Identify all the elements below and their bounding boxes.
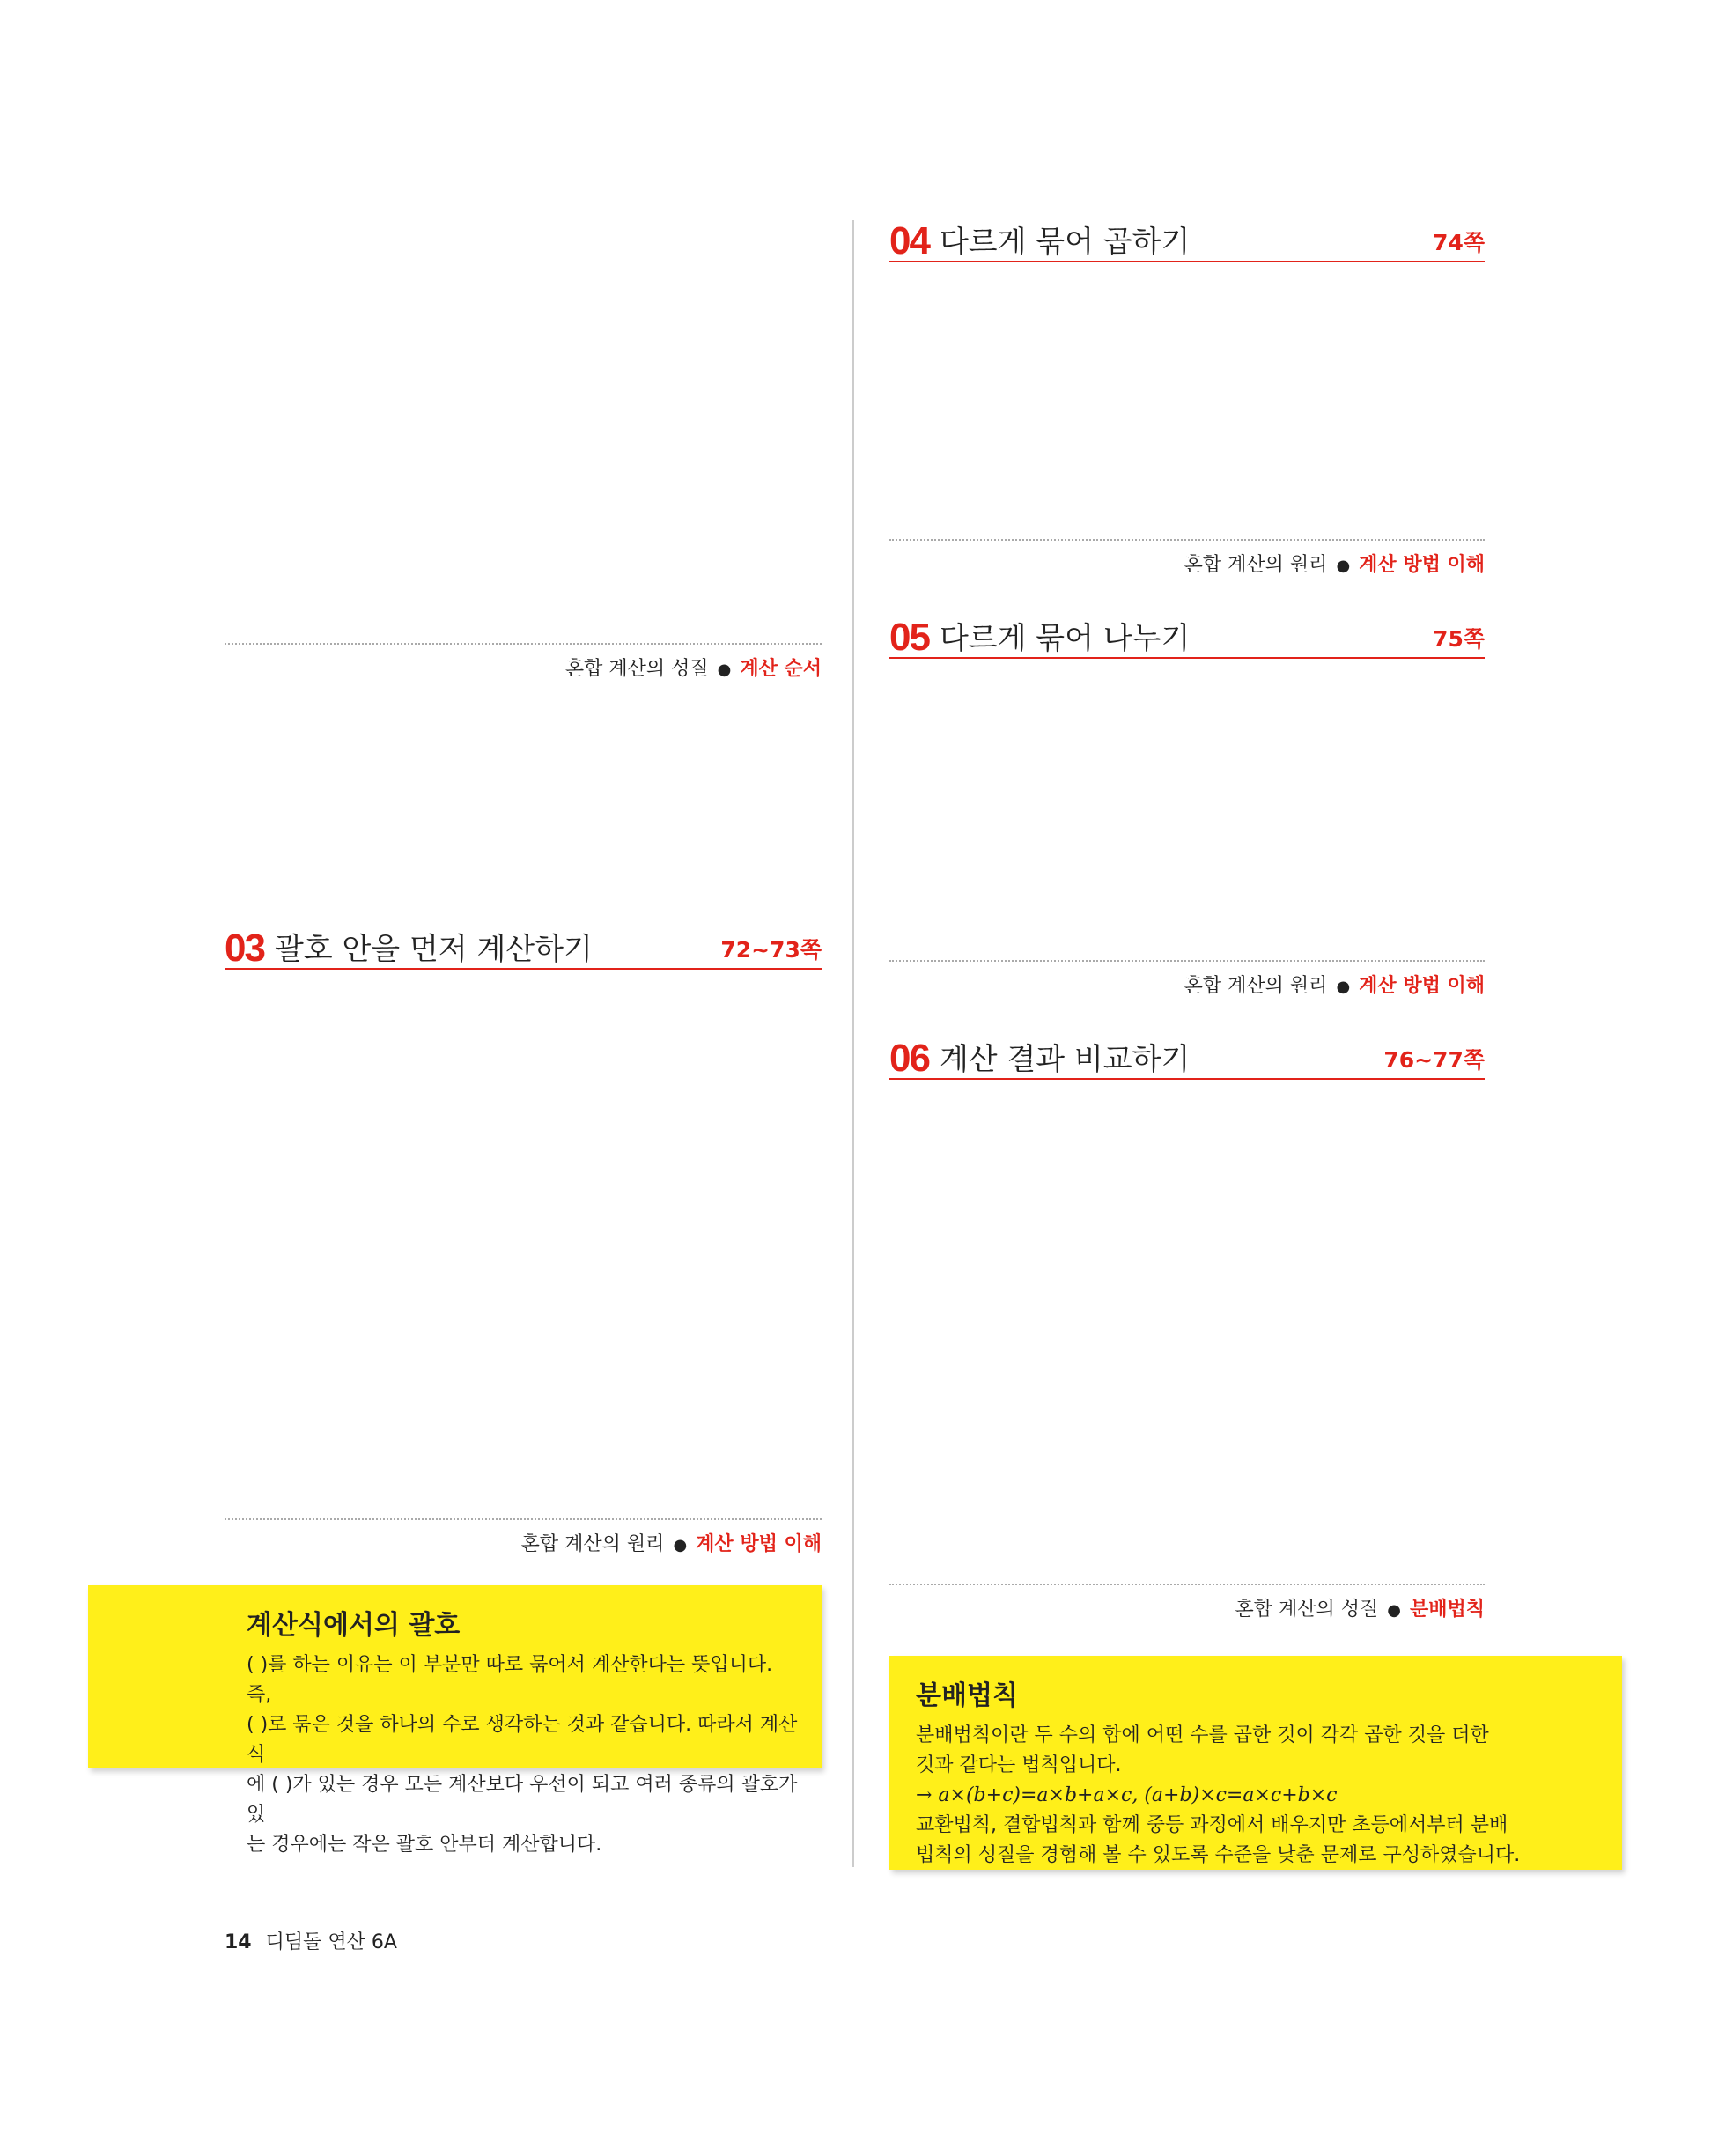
note-line: 교환법칙, 결합법칙과 함께 중등 과정에서 배우지만 초등에서부터 분배 <box>916 1814 1508 1836</box>
section-05-header <box>889 618 1485 659</box>
divider-dotted <box>889 1584 1485 1585</box>
tag-gray: 혼합 계산의 성질 <box>564 658 709 680</box>
book-title: 디딤돌 연산 6A <box>265 1931 397 1953</box>
section-number: 04 <box>889 219 929 262</box>
note-title: 계산식에서의 괄호 <box>247 1610 461 1641</box>
section-number: 03 <box>225 927 264 970</box>
tag-gray: 혼합 계산의 원리 <box>1184 554 1328 576</box>
note-line: 에 ( )가 있는 경우 모든 계산보다 우선이 되고 여러 종류의 괄호가 있 <box>247 1774 798 1826</box>
section-page: 74쪽 <box>1433 230 1485 255</box>
section-06-header <box>889 1039 1485 1080</box>
section-03-header <box>225 929 822 970</box>
tag-gray: 혼합 계산의 성질 <box>1235 1599 1379 1621</box>
section-page: 72~73쪽 <box>720 937 822 963</box>
tag-gray: 혼합 계산의 원리 <box>1184 975 1328 997</box>
footer <box>225 1927 397 1954</box>
note-line: 법칙의 성질을 경험해 볼 수 있도록 수준을 낮춘 문제로 구성하였습니다. <box>916 1844 1521 1866</box>
note-line: ( )로 묶은 것을 하나의 수로 생각하는 것과 같습니다. 따라서 계산식 <box>247 1714 798 1766</box>
tag-gray: 혼합 계산의 원리 <box>520 1533 665 1555</box>
column-divider <box>852 220 854 1867</box>
note-line: ( )를 하는 이유는 이 부분만 따로 묶어서 계산한다는 뜻입니다. 즉, <box>247 1654 773 1706</box>
section-number: 05 <box>889 616 929 659</box>
tag-left-2 <box>225 1529 822 1556</box>
tag-dot: ● <box>1336 557 1351 575</box>
tag-red: 분배법칙 <box>1409 1599 1485 1621</box>
tag-dot: ● <box>717 661 732 679</box>
note-box-distributive <box>889 1656 1622 1870</box>
section-number: 06 <box>889 1037 929 1080</box>
section-title: 다르게 묶어 곱하기 <box>939 224 1191 260</box>
tag-red: 계산 방법 이해 <box>696 1533 822 1555</box>
section-title: 괄호 안을 먼저 계산하기 <box>274 931 593 967</box>
page-number: 14 <box>225 1931 252 1953</box>
section-page: 75쪽 <box>1433 626 1485 652</box>
tag-right-2 <box>889 971 1485 998</box>
section-title: 계산 결과 비교하기 <box>939 1041 1191 1077</box>
section-title: 다르게 묶어 나누기 <box>939 620 1191 656</box>
divider-dotted <box>889 960 1485 962</box>
divider-dotted <box>225 643 822 645</box>
tag-red: 계산 방법 이해 <box>1359 975 1485 997</box>
divider-dotted <box>889 539 1485 541</box>
tag-right-1 <box>889 550 1485 577</box>
note-line: 것과 같다는 법칙입니다. <box>916 1754 1122 1776</box>
note-title: 분배법칙 <box>916 1680 1018 1711</box>
note-line: 분배법칙이란 두 수의 합에 어떤 수를 곱한 것이 각각 곱한 것을 더한 <box>916 1724 1489 1746</box>
tag-dot: ● <box>673 1536 688 1554</box>
section-04-header <box>889 219 1485 262</box>
tag-left-1 <box>225 653 822 681</box>
tag-dot: ● <box>1336 978 1351 996</box>
tag-red: 계산 순서 <box>740 658 822 680</box>
note-box-brackets <box>88 1585 822 1856</box>
divider-dotted <box>225 1518 822 1520</box>
tag-dot: ● <box>1387 1601 1401 1620</box>
note-line: 는 경우에는 작은 괄호 안부터 계산합니다. <box>247 1834 602 1856</box>
note-formula: → a×(b+c)=a×b+a×c, (a+b)×c=a×c+b×c <box>916 1784 1338 1806</box>
section-page: 76~77쪽 <box>1383 1047 1485 1073</box>
tag-red: 계산 방법 이해 <box>1359 554 1485 576</box>
tag-right-3 <box>889 1594 1485 1621</box>
